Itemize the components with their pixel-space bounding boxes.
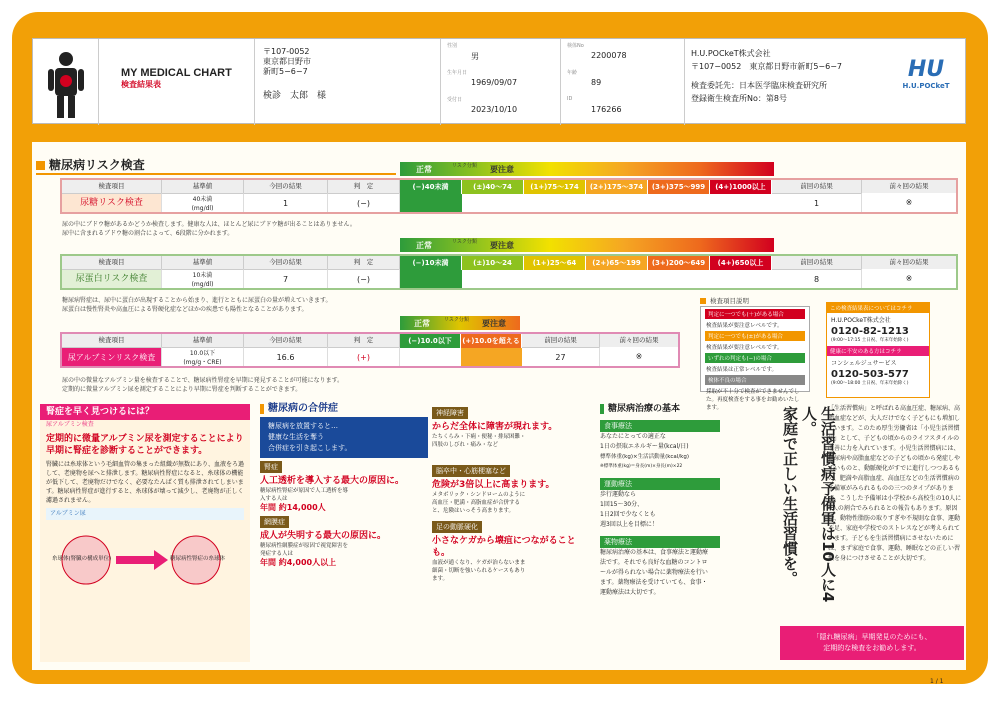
row-name: 尿糖リスク検査 (62, 193, 162, 212)
sex-label: 性別 (447, 43, 458, 49)
chart-title: MY MEDICAL CHART (121, 67, 232, 79)
postal-code: 〒107-0052 (263, 47, 310, 56)
chart-subtitle: 検査結果表 (121, 80, 161, 89)
company-address: 〒107−0052 東京都日野市新町5−6−7 (691, 62, 843, 71)
date-value: 2023/10/10 (471, 105, 518, 114)
table-urine-protein: 検査項目 基準値 今回の結果 判 定 前回の結果 前々回の結果 尿蛋白リスク検査 10未満 (mg/dl) 7 (−) (−)10未満 (±)10～24 (1+)25～64 (2+)65～199 (3+)200～649 (4+)650以上 8 ※ (60, 254, 958, 290)
ribbon-2: 正常 リスク分類 要注意 (400, 238, 774, 252)
body-icon (33, 39, 99, 125)
table-albumin: 検査項目 基準値 今回の結果 判 定 前回の結果 前々回の結果 尿アルブミンリスク検査 10.0以下 (mg/g・CRE) 16.6 (+) (−)10.0以下 (+)10.0を超える 27 ※ (60, 332, 680, 368)
specimen-label: 検体No (567, 43, 584, 49)
row-name: 尿蛋白リスク検査 (62, 269, 162, 288)
scale-row-3: (−)10.0以下 (+)10.0を超える (400, 334, 522, 348)
ribbon-1: 正常 リスク分類 要注意 (400, 162, 774, 176)
id-value: 176266 (591, 105, 622, 114)
judge-value: (−) (328, 193, 400, 212)
scale-row-2: (−)10未満 (±)10～24 (1+)25～64 (2+)65～199 (3+)200～649 (4+)650以上 (400, 256, 772, 270)
panel-treatment: 糖尿病治療の基本 食事療法 あなたにとっての適正な 1日の摂取エネルギー量(kcal/日) 標準体重(kg)×生活活動量(kcal/kg) ※標準体重(kg)＝身長(m)×身長(m)×22 運動療法 歩行運動なら 1回15〜30分、 1日2回で少なくとも 週3回以上を目標に！ 薬物療法 糖尿病治療の基本は、食事療法と運動療法です。それでも良好な血糖のコントロールが得られない場合に薬物療法を行います。薬物療法を受けていても、食事・運動療法は大切です。 (600, 404, 772, 662)
logo-text: H.U.POCkeT (902, 82, 950, 90)
section-square-icon (36, 161, 45, 170)
age-label: 年齢 (567, 70, 578, 76)
lab-line2: 登録衛生検査所No：第8号 (691, 94, 787, 103)
bottom-banner: 「隠れ糖尿病」早期発見のためにも、 定期的な検査をお勧めします。 (780, 626, 964, 660)
note-2: 糖尿病腎症は、尿中に蛋白が出現することから始まり、進行とともに尿蛋白の量が増えていきます。 尿蛋白は慢性腎炎や高血圧による腎硬化症などほかの疾患でも陽性となることがあります。 (62, 297, 332, 313)
scale-row-1: (−)40未満 (±)40～74 (1+)75～174 (2+)175～374 (3+)375～999 (4+)1000以上 (400, 180, 772, 194)
panel-complications-2: 神経障害 からだ全体に障害が現れます。 たちくらみ・下痢・便秘・排尿困難・四肢のしびれ・痛み・など 脳卒中・心筋梗塞など 危険が3倍以上に高まります。 メタボリック・シンドロームのように高血圧・肥満・高脂血症が合併すると、危険はいっそう高まります。 足の動脈硬化 小さなケガから壊疽につながることも。 血液が通くなり、ケガが治らないまま細菌・切断を強いられるケースもあります。 (432, 409, 576, 582)
vertical-headline: 生活習慣病予備軍は10人に4人。 家庭で正しい生活習慣を。 (781, 406, 837, 603)
age-value: 89 (591, 78, 602, 87)
panel-nephropathy: 腎症を早く見つけるには？ 尿アルブミン検査 定期的に微量アルブミン尿を測定することにより早期に腎症を診断することができます。 腎臓には糸球体という毛細血管の集まった組織が無数にあり、血液をろ過して、老廃物を尿へと排泄します。糖尿病性腎症になると、糸球体の機能が低下して、老廃物だけでなく、必要なたんぱく質も排泄されてしまいます。糖尿病性腎症が進行すると、糸球体が壊って減少し、老廃物が正しく濾過されません。 アルブミン尿 糸球体(腎臓の構成単位) 糖尿病性腎症の糸球体 (40, 404, 250, 662)
company-logo (891, 57, 961, 90)
patient-name: 検診 太郎 様 (263, 91, 327, 101)
date-label: 受付日 (447, 97, 463, 103)
table-urine-sugar: 検査項目 基準値 今回の結果 判 定 前回の結果 前々回の結果 尿糖リスク検査 40未満 (mg/dl) 1 (−) (−)40未満 (±)40～74 (1+)75～174 (2+)175～374 (3+)375～999 (4+)1000以上 1 ※ (60, 178, 958, 214)
ribbon-3: 正常 リスク分類 要注意 (400, 316, 520, 330)
birth-value: 1969/09/07 (471, 78, 518, 87)
result-marker-3 (461, 348, 522, 366)
logo-mark: HU (907, 57, 945, 82)
section-title: 糖尿病リスク検査 (36, 156, 396, 175)
contact-box: この検査結果表についてはコチラ H.U.POCkeT株式会社 0120-82-1213 (9:00〜17:15 土日祝、年末年始除く) 健康に不安のある方はコチラ コンシェルジュサービス 0120-503-577 (9:00〜18:00 土日祝、年末年始除く) (826, 302, 930, 398)
address-line1: 東京都日野市 (263, 57, 311, 66)
note-3: 尿の中の微量なアルブミン量を検査することで、糖尿病性腎症を早期に発見することが可能になります。 定期的に微量アルブミン尿を測定することにより早期に腎症を判断することができます。 (62, 377, 344, 393)
contact-phone[interactable]: 0120-82-1213 (831, 326, 909, 337)
row-name: 尿アルブミンリスク検査 (62, 347, 162, 366)
legend-title: 検査項目説明 (700, 296, 749, 305)
person-cell (33, 39, 99, 125)
result-marker-1 (400, 194, 462, 212)
birth-label: 生年月日 (447, 70, 468, 76)
header-card (32, 38, 966, 124)
panel-complications: 糖尿病の合併症 糖尿病を放置すると… 健康な生活を奪う 合併症を引き起こします。 腎症 人工透析を導入する最大の原因に。 糖尿病性腎症が原因で人工透析を導入する人は 年間 約14,000人 網膜症 成人が失明する最大の原因に。 糖尿病性網膜症が原因で視覚障害を発症する人は 年間 約4,000人以上 (260, 404, 428, 662)
legend-box: 判定に一つでも(＋)がある場合 検査結果が要注意レベルです。 判定に一つでも(±)がある場合 検査結果が要注意レベルです。 いずれの判定も(−)の場合 検査結果は正常レベルです。 検体不良の場合 採取が不十分で検査ができませんでした。再度検査をする事をお勧めいたします。 (700, 306, 810, 392)
column-text: 「生活習慣病」と呼ばれる高血圧症、糖尿病、高脂血症などが、大人だけでなく子どもにも増加しています。このため厚生労働省は「小児生活習慣病」として、子どもの頃からのライフスタイルの改善に力を入れています。小児生活習慣病には、糖尿病や高脂血症などの子どもの頃から発症しやすいものと、動脈硬化がすでに進行しつつあるもの、肥満や高脂血症、高血圧などの生活習慣病の予備軍がみられるものの三つのタイプがあります。こうした予備軍は小学校から高校生の10人に4人の割合でみられるとの報告もあります。原因は、動物性脂肪の取りすぎや不規則な食事、運動不足、家庭や学校でのストレスなどが考えられています。子どもを生活習慣病にさせないためには、まず家庭で食事、運動、睡眠などの正しい習慣を身につけさせることが大切です。 (828, 405, 962, 562)
contact-phone-2[interactable]: 0120-503-577 (831, 369, 909, 380)
company-name: H.U.POCkeT株式会社 (691, 49, 771, 58)
result-value: 1 (244, 193, 328, 212)
sex-value: 男 (471, 52, 479, 61)
specimen-value: 2200078 (591, 51, 627, 60)
note-1: 尿の中にブドウ糖があるかどうか検査します。健康な人は、ほとんど尿にブドウ糖が出ることはありません。 尿中に含まれるブドウ糖の割合によって、6段階に分かれます。 (62, 221, 356, 237)
page-number: 1 / 1 (930, 678, 944, 685)
result-marker-2 (400, 270, 462, 288)
id-label: ID (567, 96, 573, 102)
lab-line1: 検査委託先：日本医学臨床検査研究所 (691, 81, 827, 90)
address-line2: 新町5−6−7 (263, 67, 308, 76)
